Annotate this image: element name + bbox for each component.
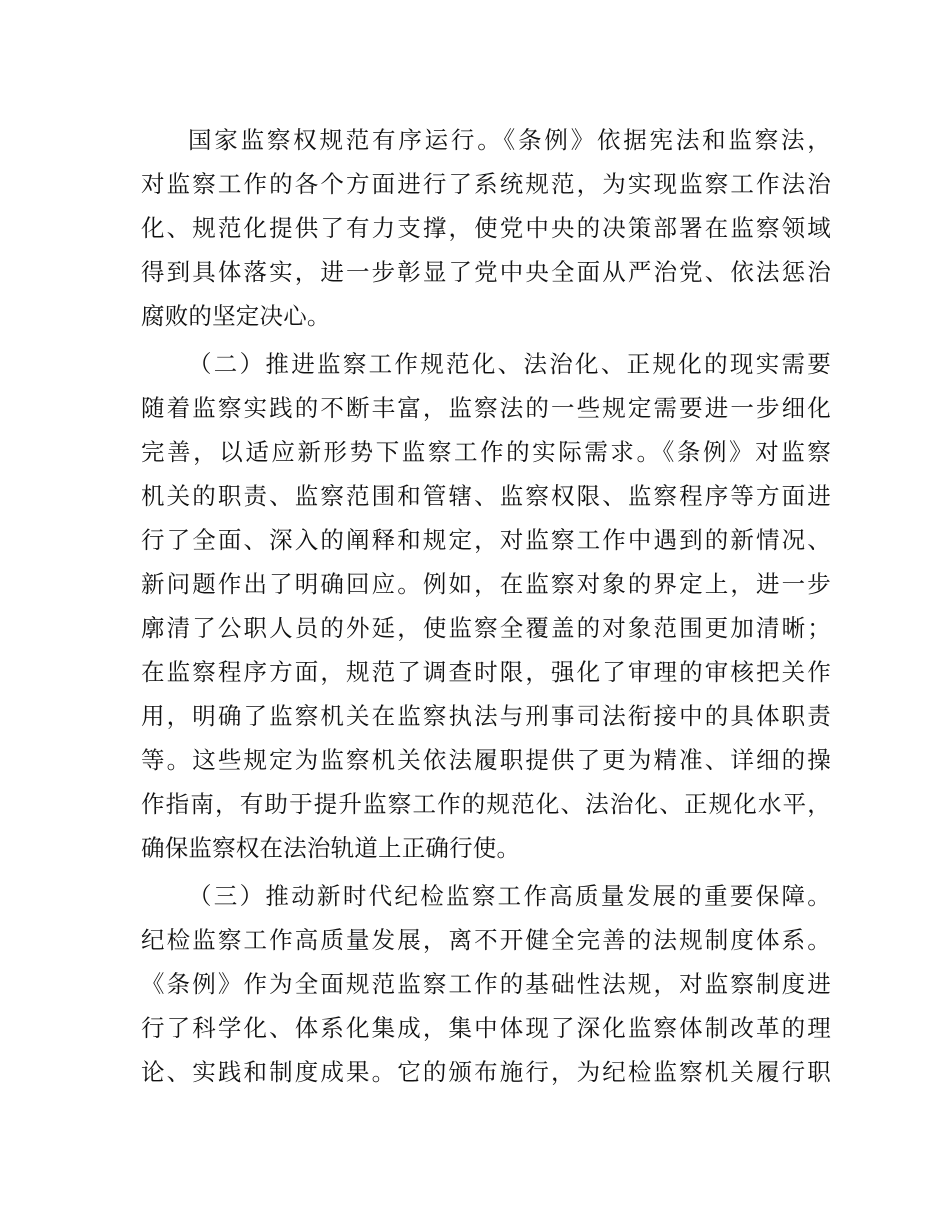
text-line: 用，明确了监察机关在监察执法与刑事司法衔接中的具体职责 bbox=[141, 702, 831, 730]
document-body bbox=[141, 118, 831, 1094]
text-line: 随着监察实践的不断丰富，监察法的一些规定需要进一步细化 bbox=[141, 394, 831, 422]
paragraph-2 bbox=[141, 342, 831, 870]
text-line: 论、实践和制度成果。它的颁布施行，为纪检监察机关履行职 bbox=[141, 1058, 831, 1086]
paragraph-3 bbox=[141, 874, 831, 1094]
text-line: 确保监察权在法治轨道上正确行使。 bbox=[141, 834, 521, 862]
text-line: 完善，以适应新形势下监察工作的实际需求。《条例》对监察 bbox=[141, 438, 831, 466]
text-line: 机关的职责、监察范围和管辖、监察权限、监察程序等方面进 bbox=[141, 482, 831, 510]
text-line: 行了科学化、体系化集成，集中体现了深化监察体制改革的理 bbox=[141, 1014, 831, 1042]
text-line: 廓清了公职人员的外延，使监察全覆盖的对象范围更加清晰； bbox=[141, 614, 831, 642]
text-line: 对监察工作的各个方面进行了系统规范，为实现监察工作法治 bbox=[141, 170, 831, 198]
text-line: 腐败的坚定决心。 bbox=[141, 302, 331, 330]
text-line: 化、规范化提供了有力支撑，使党中央的决策部署在监察领域 bbox=[141, 214, 831, 242]
text-line: 国家监察权规范有序运行。《条例》依据宪法和监察法， bbox=[188, 126, 831, 154]
text-line: 得到具体落实，进一步彰显了党中央全面从严治党、依法惩治 bbox=[141, 258, 831, 286]
text-line: 新问题作出了明确回应。例如，在监察对象的界定上，进一步 bbox=[141, 570, 831, 598]
section-heading-line: （二）推进监察工作规范化、法治化、正规化的现实需要 bbox=[188, 350, 831, 378]
text-line: 《条例》作为全面规范监察工作的基础性法规，对监察制度进 bbox=[141, 970, 831, 998]
paragraph-1 bbox=[141, 118, 831, 338]
text-line: 纪检监察工作高质量发展，离不开健全完善的法规制度体系。 bbox=[141, 926, 831, 954]
text-line: 等。这些规定为监察机关依法履职提供了更为精准、详细的操 bbox=[141, 746, 831, 774]
section-heading-line: （三）推动新时代纪检监察工作高质量发展的重要保障。 bbox=[188, 882, 831, 910]
text-line: 行了全面、深入的阐释和规定，对监察工作中遇到的新情况、 bbox=[141, 526, 831, 554]
text-line: 作指南，有助于提升监察工作的规范化、法治化、正规化水平， bbox=[141, 790, 831, 818]
text-line: 在监察程序方面，规范了调查时限，强化了审理的审核把关作 bbox=[141, 658, 831, 686]
